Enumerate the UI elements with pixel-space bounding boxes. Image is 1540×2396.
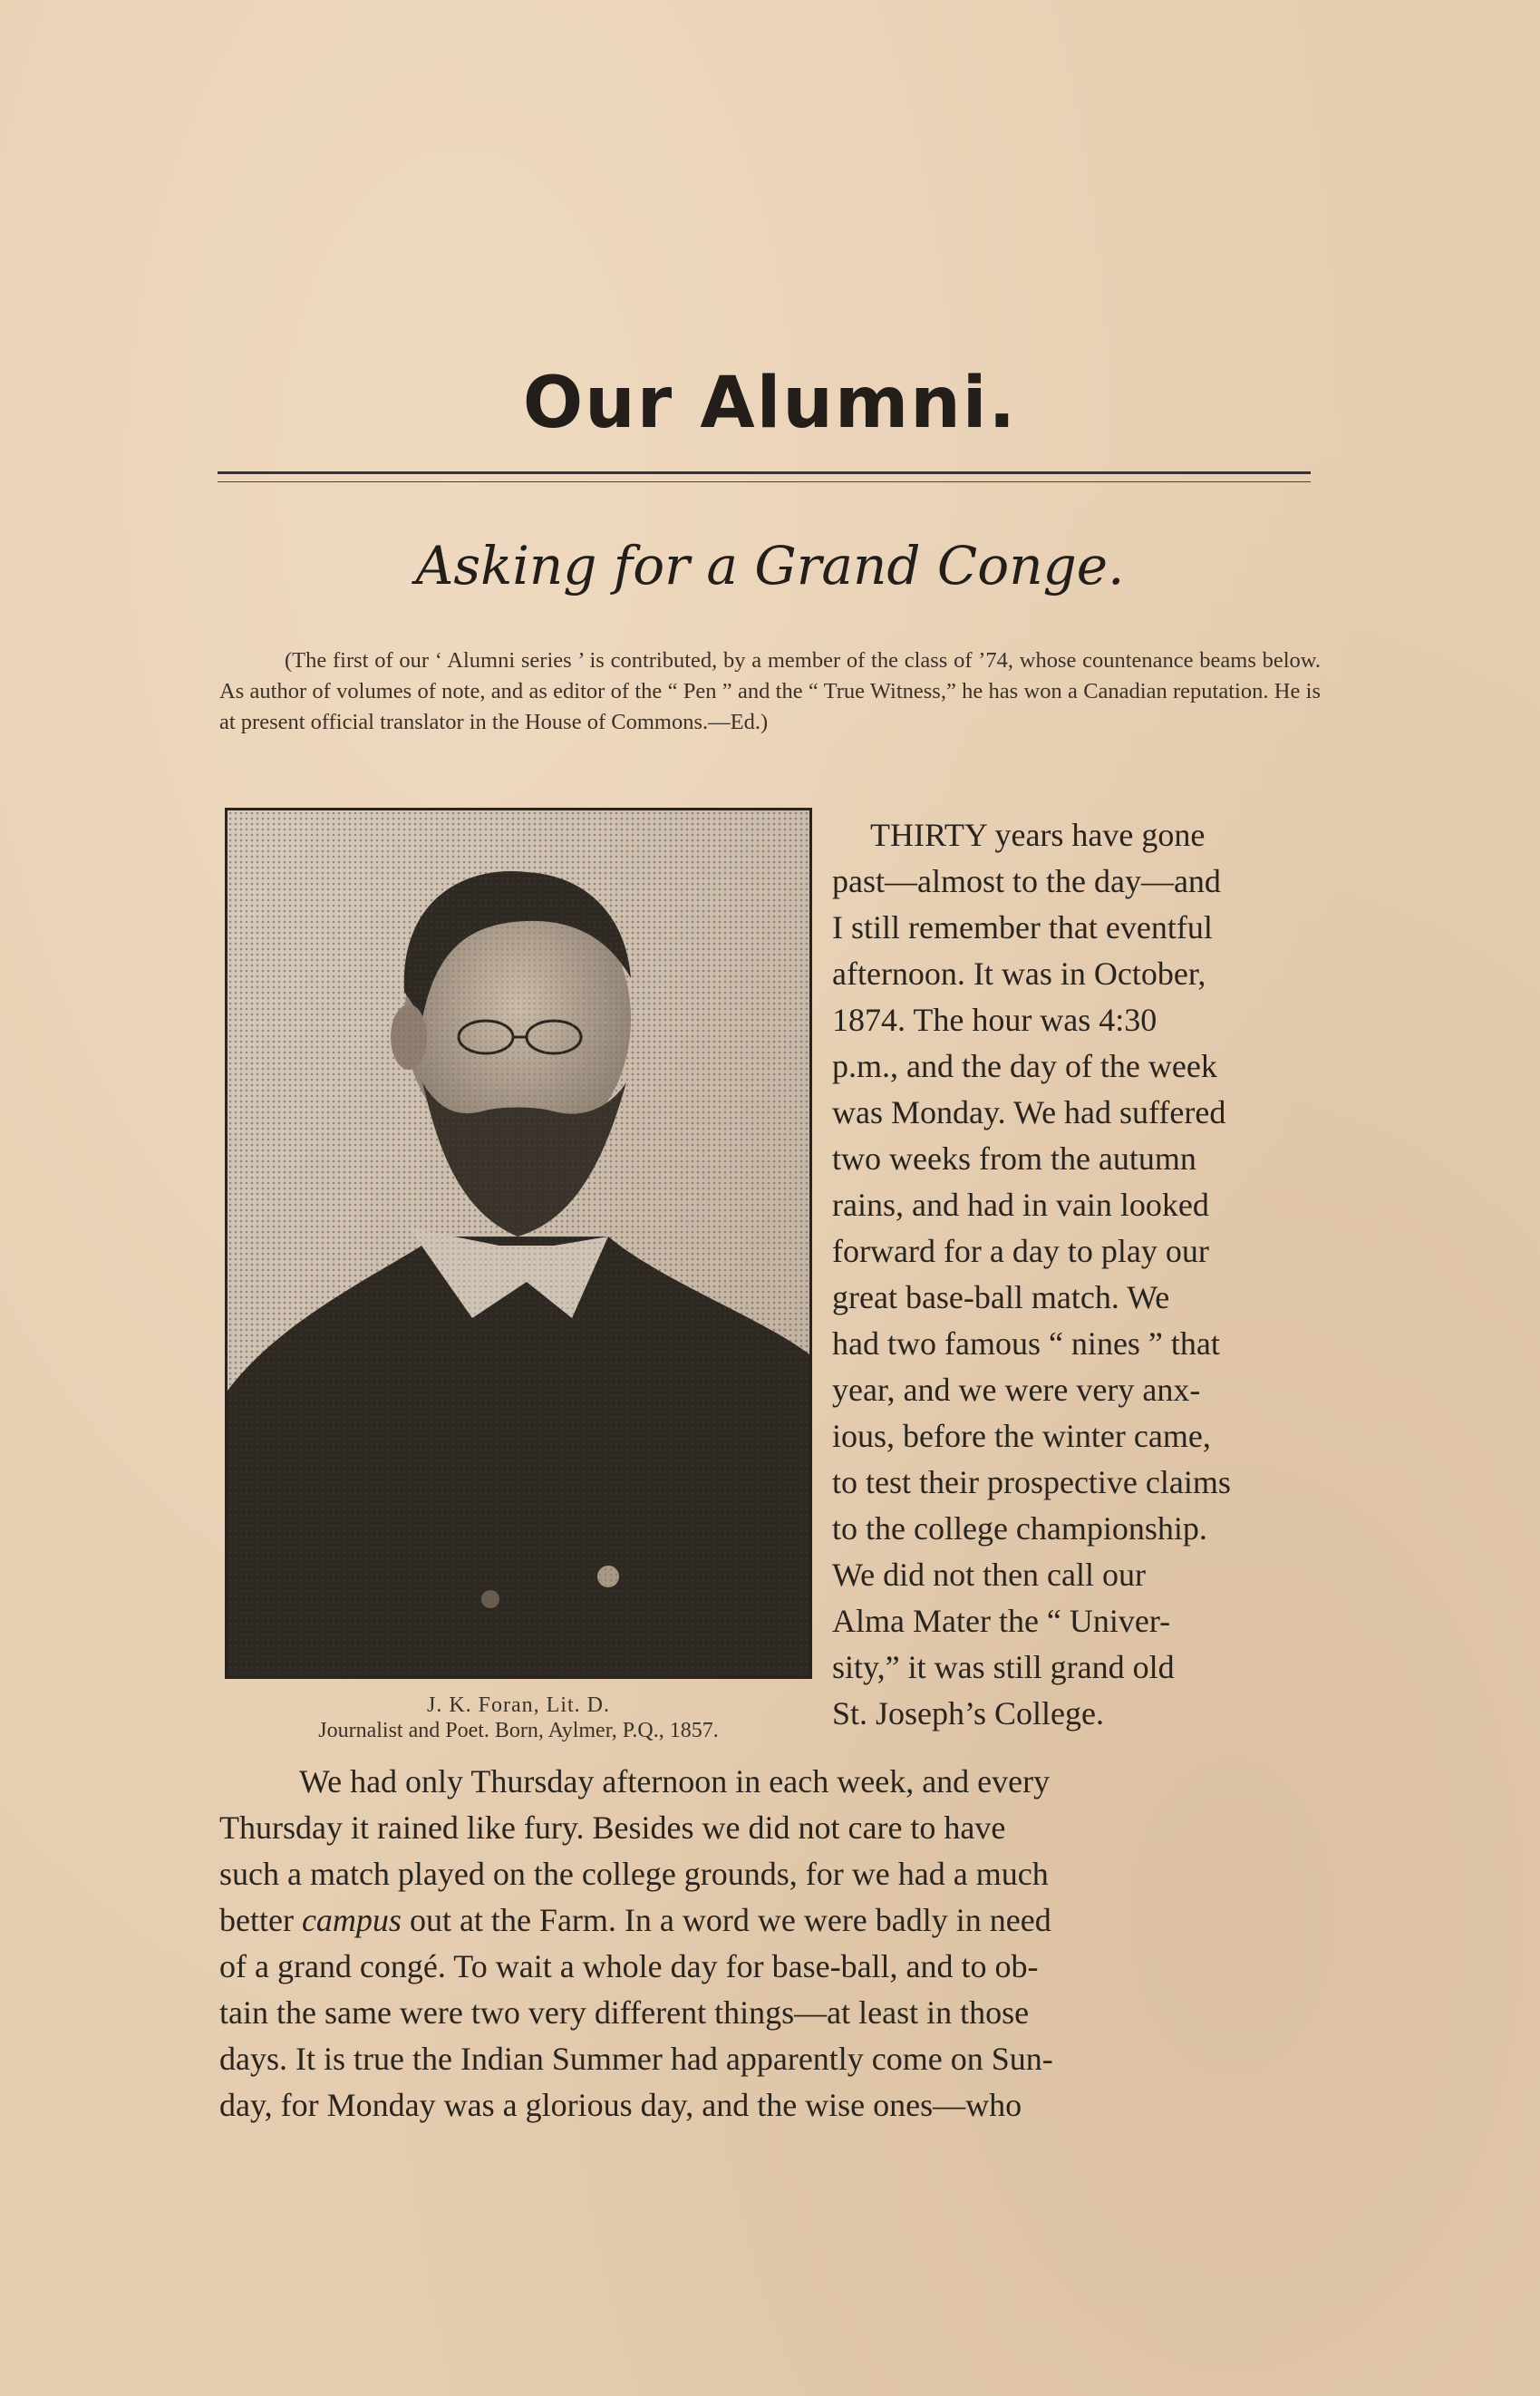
- text-line: of a grand congé. To wait a whole day for base-ball, and to ob-: [219, 1948, 1039, 1984]
- text-line: had two famous “ nines ” that: [832, 1325, 1220, 1362]
- text-line: I still remember that eventful: [832, 909, 1213, 946]
- portrait-illustration: [228, 810, 809, 1676]
- text-line: was Monday. We had suffered: [832, 1094, 1226, 1130]
- text-line: We had only Thursday afternoon in each week, and every: [299, 1763, 1051, 1799]
- text-line: such a match played on the college grounds, for we had a much: [219, 1856, 1049, 1892]
- text-line: THIRTY years have gone: [870, 817, 1206, 853]
- text-line: Thursday it rained like fury. Besides we did not care to have: [219, 1809, 1006, 1846]
- text-line: great base-ball match. We: [832, 1279, 1170, 1315]
- text-line: afternoon. It was in October,: [832, 955, 1206, 992]
- text-line: 1874. The hour was 4:30: [832, 1002, 1157, 1038]
- text-line: days. It is true the Indian Summer had apparently come on Sun-: [219, 2041, 1053, 2077]
- text-line: ious, before the winter came,: [832, 1418, 1211, 1454]
- title-rule-thin: [218, 481, 1311, 482]
- text-line: We did not then call our: [832, 1557, 1147, 1593]
- body-paragraph: [219, 1759, 1325, 2129]
- text-line: past—almost to the day—and: [832, 863, 1221, 899]
- text-line: St. Joseph’s College.: [832, 1695, 1105, 1732]
- text-line: to the college championship.: [832, 1510, 1207, 1547]
- page-title: Our Alumni.: [522, 363, 1018, 444]
- text-line: sity,” it was still grand old: [832, 1649, 1175, 1685]
- portrait-caption-name: J. K. Foran, Lit. D.: [427, 1693, 610, 1717]
- text-line: forward for a day to play our: [832, 1233, 1209, 1269]
- portrait-photo: [225, 808, 812, 1679]
- title-rule-thick: [218, 471, 1311, 474]
- portrait-caption-description: Journalist and Poet. Born, Aylmer, P.Q., 1857.: [318, 1719, 719, 1742]
- column-paragraph: [832, 812, 1322, 1737]
- text-line: to test their prospective claims: [832, 1464, 1231, 1500]
- editor-note: (The first of our ‘ Alumni series ’ is contributed, by a member of the class of ’74, whose countenance beams below. As author of volumes of note, and as editor of the “ Pen ” and the “ True Witness,” he has won a Canadian reputation. He is at present official translator in the House of Commons.—Ed.): [219, 648, 1321, 734]
- text-line: day, for Monday was a glorious day, and the wise ones—who: [219, 2087, 1022, 2123]
- text-line: two weeks from the autumn: [832, 1140, 1196, 1177]
- text-line: rains, and had in vain looked: [832, 1187, 1209, 1223]
- text-line: p.m., and the day of the week: [832, 1048, 1217, 1084]
- emphasis-text: campus: [301, 1902, 402, 1938]
- text-line: tain the same were two very different things—at least in those: [219, 1994, 1030, 2031]
- text-line: better campus out at the Farm. In a word we were badly in need: [219, 1902, 1051, 1938]
- text-line: Alma Mater the “ Univer-: [832, 1603, 1171, 1639]
- text-line: year, and we were very anx-: [832, 1372, 1201, 1408]
- article-title: Asking for a Grand Conge.: [415, 535, 1125, 597]
